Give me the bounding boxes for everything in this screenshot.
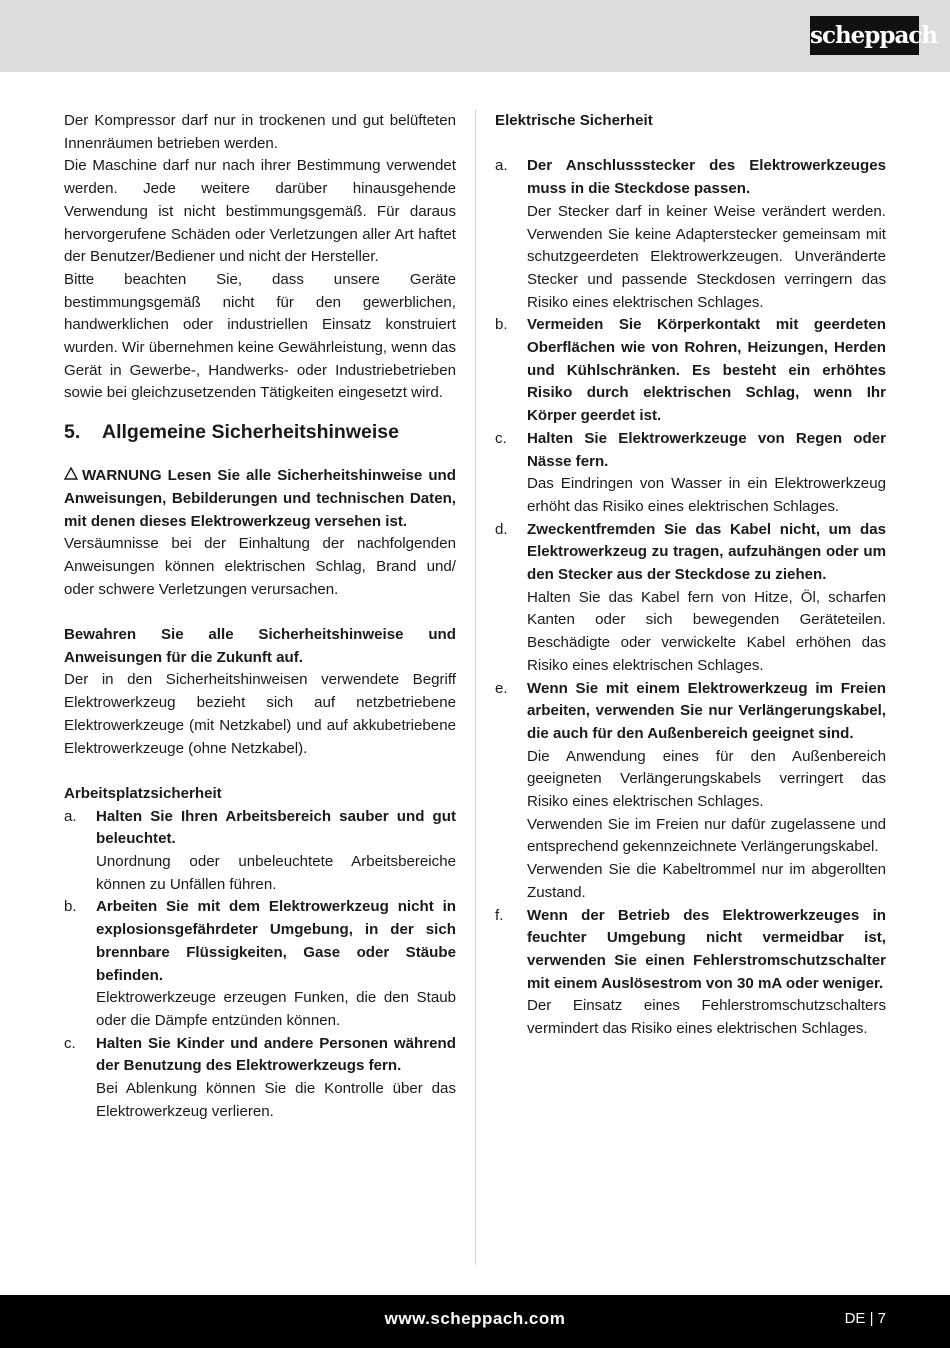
list-item <box>64 1033 456 1124</box>
item-marker: e. <box>495 679 508 697</box>
warning-bold-text: WARNUNG Lesen Sie alle Sicherheitshinweise und Anweisungen, Bebilderungen und technischen Daten, mit denen dieses Elektrowerkzeug versehen ist. <box>64 467 456 530</box>
item-text: Elektrowerkzeuge erzeugen Funken, die den Staub oder die Dämpfe entzünden können. <box>96 989 456 1029</box>
item-bold: Vermeiden Sie Körperkontakt mit geerdeten Oberflächen wie von Rohren, Heizungen, Herden und Kühlschränken. Es besteht ein erhöhtes Risiko durch elektrischen Schlag, wenn Ihr Körper geerdet ist. <box>527 316 886 425</box>
item-bold: Halten Sie Elektrowerkzeuge von Regen oder Nässe fern. <box>527 429 886 470</box>
section-number: 5. <box>64 421 81 444</box>
section-heading <box>64 417 456 447</box>
list-item <box>495 428 886 519</box>
item-bold: Zweckentfremden Sie das Kabel nicht, um das Elektrowerkzeug zu tragen, aufzuhängen oder um den Stecker aus der Steckdose zu ziehen. <box>527 520 886 584</box>
column-divider <box>475 110 476 1265</box>
item-bold: Wenn der Betrieb des Elektrowerkzeuges in feuchter Umgebung nicht vermeidbar ist, verwenden Sie einen Fehlerstromschutzschalter mit einem Auslösestrom von 30 mA oder weniger. <box>527 906 886 992</box>
item-text: Bei Ablenkung können Sie die Kontrolle über das Elektrowerkzeug verlieren. <box>96 1080 456 1120</box>
item-bold: Arbeiten Sie mit dem Elektrowerkzeug nicht in explosionsgefährdeter Umgebung, in der sich brennbare Flüssigkeiten, Gase oder Stäube befinden. <box>96 898 456 984</box>
section-title: Allgemeine Sicherheitshinweise <box>102 421 399 444</box>
keep-instructions-text: Der in den Sicherheitshinweisen verwendete Begriff Elektrowerkzeug bezieht sich auf netzbetriebene Elektrowerkzeuge (mit Netzkabel) und auf akkubetriebene Elektrowerkzeuge (ohne Netzkabel). <box>64 671 456 757</box>
item-marker: c. <box>495 429 507 447</box>
item-marker: c. <box>64 1034 76 1052</box>
item-text: Halten Sie das Kabel fern von Hitze, Öl, scharfen Kanten oder sich bewegenden Geräteteilen. Beschädigte oder verwickelte Kabel erhöhen das Risiko eines elektrischen Schlages. <box>527 588 886 674</box>
left-column <box>64 110 456 1124</box>
right-column <box>495 110 886 1041</box>
item-text: Der Einsatz eines Fehlerstromschutzschalters vermindert das Risiko eines elektrischen Schlages. <box>527 997 886 1038</box>
list-item <box>495 905 886 1041</box>
item-bold: Wenn Sie mit einem Elektrowerkzeug im Freien arbeiten, verwenden Sie nur Verlängerungskabel, die auch für den Außenbereich geeignet sind. <box>527 679 886 742</box>
warning-block <box>64 465 456 533</box>
item-marker: d. <box>495 520 508 538</box>
item-marker: f. <box>495 906 504 924</box>
footer-bar <box>0 1295 950 1348</box>
item-text: Verwenden Sie im Freien nur dafür zugelassene und entsprechend gekennzeichnete Verlängerungskabel. <box>527 815 886 856</box>
workplace-title: Arbeitsplatzsicherheit <box>64 784 222 802</box>
item-bold: Halten Sie Ihren Arbeitsbereich sauber und gut beleuchtet. <box>96 807 456 848</box>
workplace-list <box>64 806 456 1124</box>
item-marker: b. <box>64 898 77 916</box>
item-bold: Der Anschlussstecker des Elektrowerkzeuges muss in die Steckdose passen. <box>527 157 886 198</box>
item-marker: b. <box>495 316 508 334</box>
list-item <box>64 806 456 897</box>
item-text: Das Eindringen von Wasser in ein Elektrowerkzeug erhöht das Risiko eines elektrischen Schlages. <box>527 475 886 515</box>
item-bold: Halten Sie Kinder und andere Personen während der Benutzung des Elektrowerkzeugs fern. <box>96 1034 456 1075</box>
list-item <box>495 519 886 678</box>
intro-paragraph: Bitte beachten Sie, dass unsere Geräte bestimmungsgemäß nicht für den gewerblichen, handwerklichen oder industriellen Einsatz konstruiert wurden. Wir übernehmen keine Gewährleistung, wenn das Gerät in Gewerbe-, Handwerks- oder Industriebetrieben sowie bei gleichzusetzenden Tätigkeiten eingesetzt wird. <box>64 270 456 402</box>
warning-triangle-icon <box>64 465 82 488</box>
brand-logo: scheppach <box>810 16 919 55</box>
item-marker: a. <box>495 157 508 175</box>
list-item <box>495 314 886 428</box>
item-text: Der Stecker darf in keiner Weise verändert werden. Verwenden Sie keine Adapterstecker gemeinsam mit schutzgeerdeten Elektrowerkzeugen. Unveränderte Stecker und passende Steckdosen verringern das Risiko eines elektrischen Schlages. <box>527 202 886 311</box>
electrical-safety-list <box>495 155 886 1040</box>
header-bar <box>0 0 950 72</box>
list-item <box>64 896 456 1032</box>
list-item <box>495 155 886 314</box>
item-text: Unordnung oder unbeleuchtete Arbeitsbereiche können zu Unfällen führen. <box>96 853 456 893</box>
item-text: Die Anwendung eines für den Außenbereich geeigneten Verlängerungskabels verringert das Risiko eines elektrischen Schlages. <box>527 747 886 811</box>
electrical-safety-title: Elektrische Sicherheit <box>495 112 653 129</box>
list-item <box>495 678 886 905</box>
page-number: DE | 7 <box>844 1310 886 1327</box>
intro-paragraph: Die Maschine darf nur nach ihrer Bestimmung verwendet werden. Jede weitere darüber hinausgehende Verwendung ist nicht bestimmungsgemäß. Für daraus hervorgerufene Schäden oder Verletzungen aller Art haftet der Benutzer/Bediener und nicht der Hersteller. <box>64 157 456 266</box>
item-marker: a. <box>64 807 77 825</box>
item-text: Verwenden Sie die Kabeltrommel nur im abgerollten Zustand. <box>527 861 886 901</box>
intro-paragraph: Der Kompressor darf nur in trockenen und gut belüfteten Innenräumen betrieben werden. <box>64 112 456 152</box>
keep-instructions-bold: Bewahren Sie alle Sicherheitshinweise und Anweisungen für die Zukunft auf. <box>64 626 456 666</box>
website-link[interactable]: www.scheppach.com <box>384 1309 566 1328</box>
warning-text: Versäumnisse bei der Einhaltung der nachfolgenden Anweisungen können elektrischen Schlag, Brand und/ oder schwere Verletzungen verursachen. <box>64 535 456 598</box>
